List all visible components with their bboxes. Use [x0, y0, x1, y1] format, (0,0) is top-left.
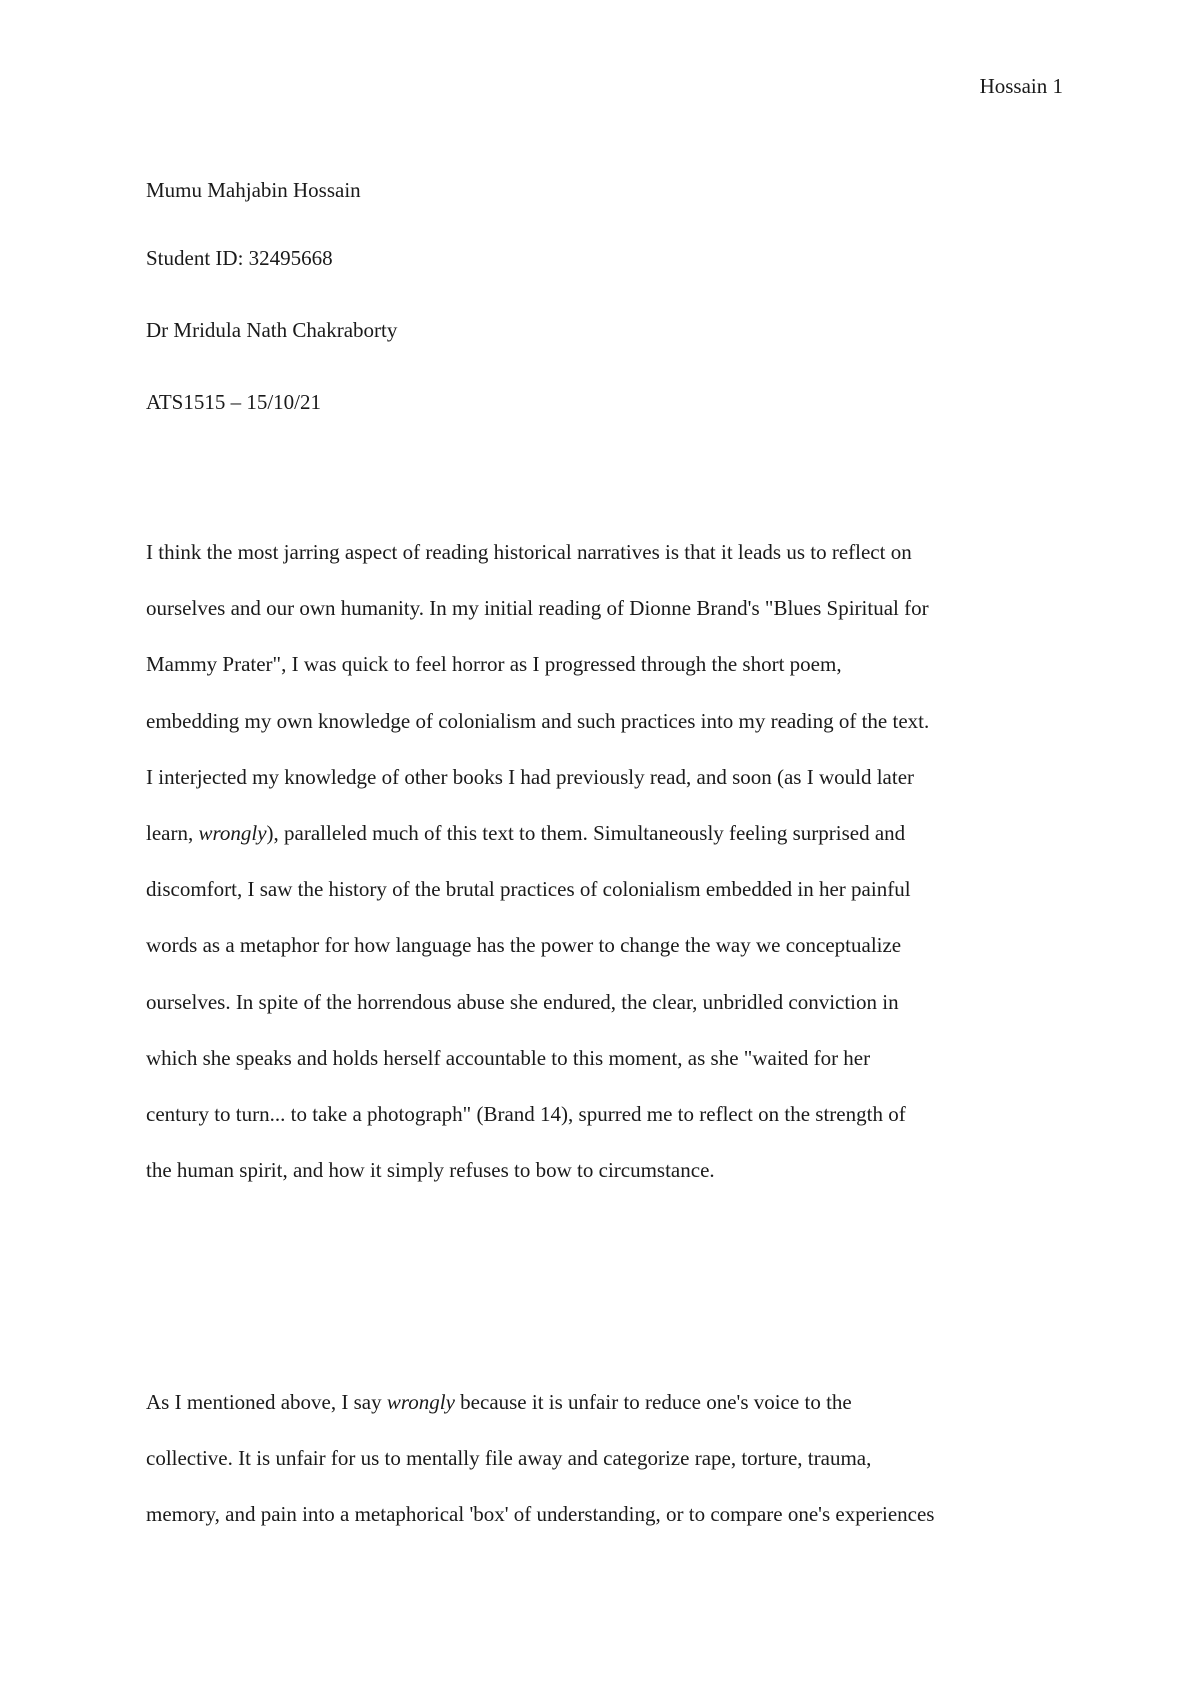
paragraph-1-line: I think the most jarring aspect of reading historical narratives is that it leads us to reflect on: [146, 540, 912, 564]
paragraph-1-line: the human spirit, and how it simply refuses to bow to circumstance.: [146, 1158, 715, 1183]
paragraph-1-line: which she speaks and holds herself accountable to this moment, as she "waited for her: [146, 1045, 871, 1070]
paragraph-2-line: collective. It is unfair for us to mentally file away and categorize rape, torture, trauma,: [146, 1446, 872, 1471]
paragraph-1: [146, 524, 1076, 1198]
paragraph-1-line: words as a metaphor for how language has the power to change the way we conceptualize: [146, 933, 902, 958]
paragraph-2-line: memory, and pain into a metaphorical 'box' of understanding, or to compare one's experiences: [146, 1502, 935, 1527]
paragraph-1-line: Mammy Prater", I was quick to feel horror as I progressed through the short poem,: [146, 652, 842, 677]
italic-emphasis: wrongly: [386, 1390, 455, 1414]
text-run: learn,: [146, 821, 199, 846]
instructor-name: Dr Mridula Nath Chakraborty: [146, 318, 398, 342]
paragraph-1-line: ourselves and our own humanity. In my initial reading of Dionne Brand's "Blues Spiritual for: [146, 596, 929, 621]
paragraph-1-line: century to turn... to take a photograph" (Brand 14), spurred me to reflect on the strength of: [146, 1102, 906, 1127]
running-head-page-number: Hossain 1: [979, 74, 1063, 98]
paragraph-1-line: ourselves. In spite of the horrendous abuse she endured, the clear, unbridled conviction in: [146, 989, 899, 1014]
italic-emphasis: wrongly: [198, 821, 267, 846]
text-run: because it is unfair to reduce one's voice to the: [454, 1390, 852, 1414]
paragraph-1-line: discomfort, I saw the history of the brutal practices of colonialism embedded in her painful: [146, 877, 911, 902]
paragraph-1-line: I interjected my knowledge of other books I had previously read, and soon (as I would later: [146, 764, 915, 789]
text-run: ), paralleled much of this text to them. Simultaneously feeling surprised and: [266, 821, 906, 846]
text-run: As I mentioned above, I say: [146, 1390, 387, 1414]
course-and-date: ATS1515 – 15/10/21: [146, 390, 322, 414]
paragraph-1-line: embedding my own knowledge of colonialism and such practices into my reading of the text.: [146, 708, 930, 733]
student-id: Student ID: 32495668: [146, 246, 333, 270]
paragraph-2-line: [146, 1374, 1076, 1430]
paragraph-2: [146, 1374, 1076, 1543]
paragraph-1-line: [146, 805, 1076, 861]
author-name: Mumu Mahjabin Hossain: [146, 178, 361, 202]
